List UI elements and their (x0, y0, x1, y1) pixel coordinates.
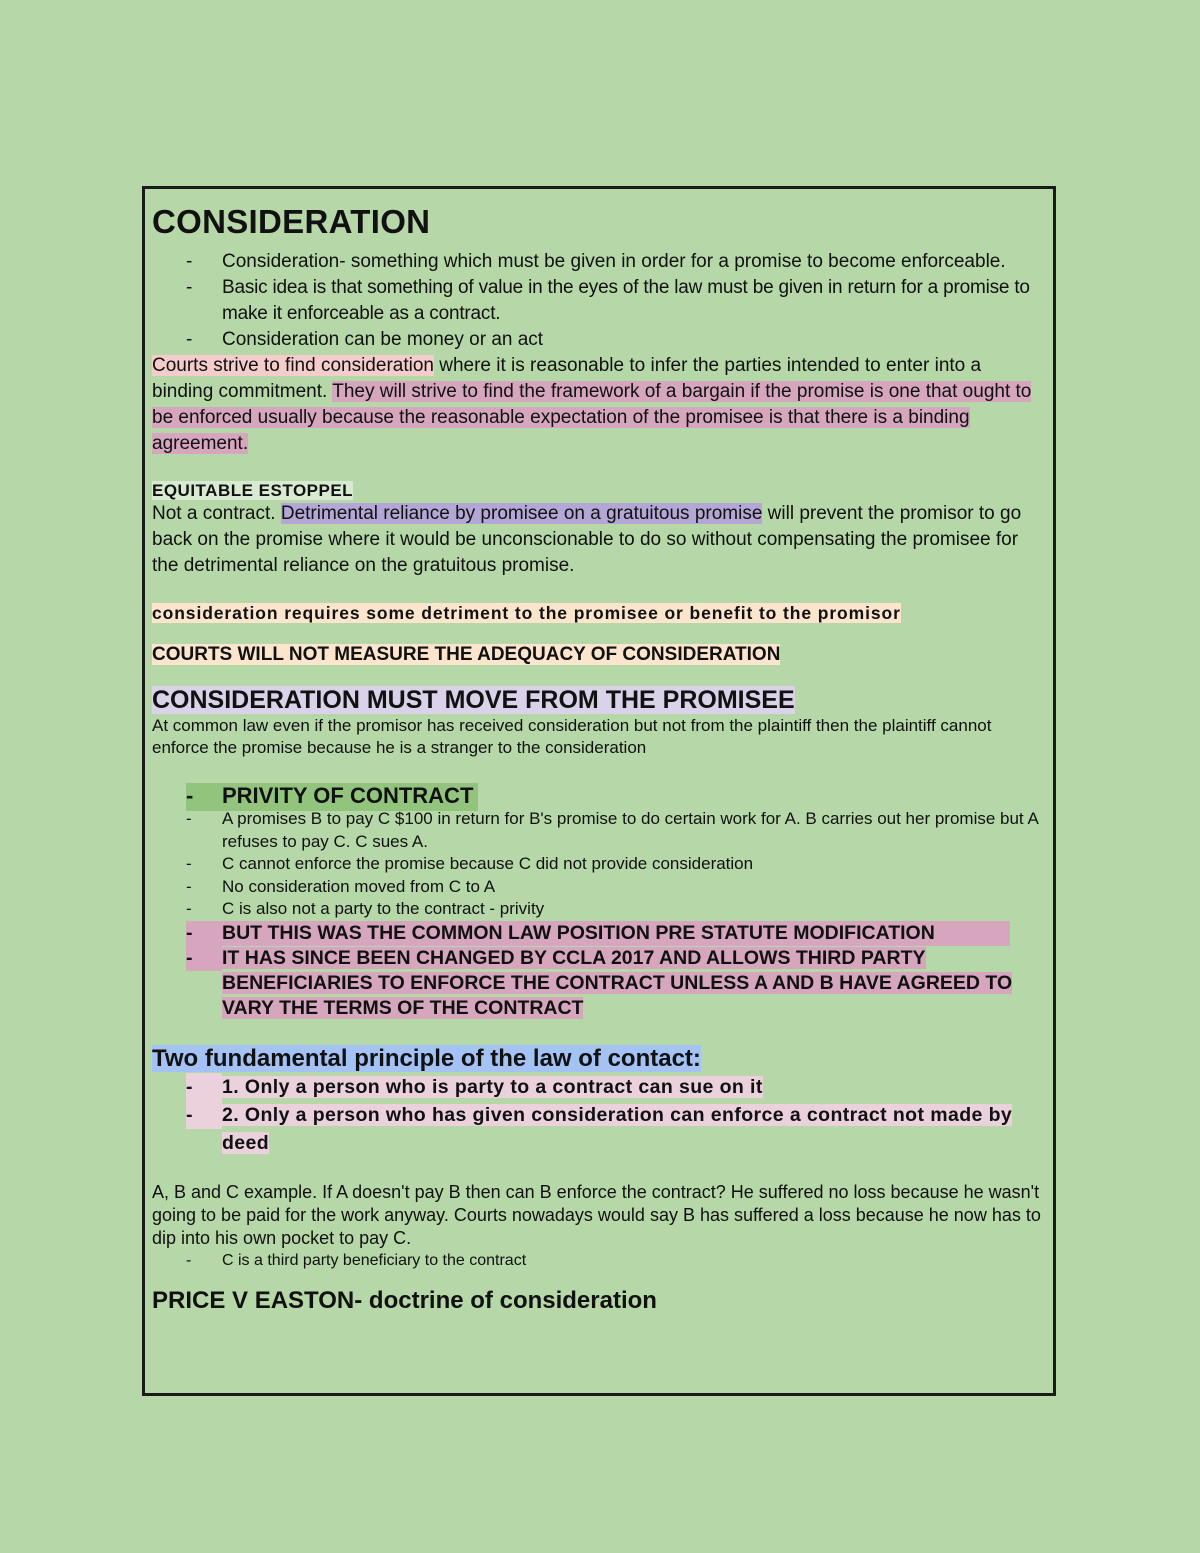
move-heading: CONSIDERATION MUST MOVE FROM THE PROMISEE (152, 686, 795, 714)
list-item: - Consideration can be money or an act (186, 329, 544, 350)
list-item: - Basic idea is that something of value in the eyes of the law must be given in return for a promise to make it enforceable as a contract. (186, 277, 1030, 324)
courts-paragraph: Courts strive to find consideration where it is reasonable to infer the parties intended to enter into a binding commitment. They will strive to find the framework of a bargain if the promise is one that ought to be enforced usually because the reasonable expectation of the promisee is that there is a binding agreement. (152, 355, 1032, 454)
list-item: - C is a third party beneficiary to the contract (186, 1251, 527, 1269)
example-paragraph: A, B and C example. If A doesn't pay B then can B enforce the contract? He suffered no loss because he wasn't going to be paid for the work anyway. Courts nowadays would say B has suffered a loss because he now has to dip into his own pocket to pay C. (152, 1181, 1041, 1248)
list-item: - C cannot enforce the promise because C did not provide consideration (186, 854, 754, 873)
notes-frame (142, 186, 1056, 1396)
list-item: - No consideration moved from C to A (186, 876, 496, 896)
list-item: - Consideration- something which must be given in order for a promise to become enforceable. (186, 251, 1006, 272)
example-list (152, 1250, 1045, 1271)
principles-heading: Two fundamental principle of the law of contact: (152, 1044, 701, 1072)
highlight-purple: Detrimental reliance by promisee on a gratuitous promise (280, 503, 763, 524)
page-title: CONSIDERATION (152, 203, 431, 240)
case-heading: PRICE V EASTON- doctrine of consideration (152, 1286, 657, 1314)
highlight-pink: Courts strive to find consideration (152, 355, 434, 376)
rule-adequacy: COURTS WILL NOT MEASURE THE ADEQUACY OF CONSIDERATION (152, 644, 781, 665)
privity-heading: - PRIVITY OF CONTRACT (152, 783, 1045, 808)
list-item: - C is also not a party to the contract - privity (186, 899, 545, 918)
intro-bullet-list (152, 249, 1045, 353)
list-item: - A promises B to pay C $100 in return for B's promise to do certain work for A. B carries out her promise but A refuses to pay C. C sues A. (186, 809, 1038, 851)
principles-list (152, 1073, 1045, 1157)
list-item: - 2. Only a person who has given consideration can enforce a contract not made by deed (152, 1101, 1045, 1157)
rule-detriment-benefit: consideration requires some detriment to the promisee or benefit to the promisor (152, 603, 901, 623)
privity-list (152, 783, 1045, 1021)
highlight-mauve: They will strive to find the framework of a bargain if the promise is one that ought to be enforced usually because the reasonable expectation of the promisee is that there is a binding agreement. (152, 381, 1032, 454)
list-item: - 1. Only a person who is party to a contract can sue on it (152, 1073, 1045, 1101)
estoppel-paragraph: Not a contract. Detrimental reliance by promisee on a gratuitous promise will prevent the promisor to go back on the promise where it would be unconscionable to do so without compensating the promisee for the detrimental reliance on the gratuitous promise. (152, 503, 1022, 576)
list-item-caps: - IT HAS SINCE BEEN CHANGED BY CCLA 2017 AND ALLOWS THIRD PARTY BENEFICIARIES TO ENFORCE THE CONTRACT UNLESS A AND B HAVE AGREED TO VARY THE TERMS OF THE CONTRACT (186, 946, 1013, 1019)
estoppel-heading: EQUITABLE ESTOPPEL (152, 481, 354, 500)
list-item-caps: - BUT THIS WAS THE COMMON LAW POSITION PRE STATUTE MODIFICATION (152, 921, 1045, 946)
move-paragraph: At common law even if the promisor has received consideration but not from the plaintiff then the plaintiff cannot enforce the promise because he is a stranger to the consideration (152, 716, 992, 757)
